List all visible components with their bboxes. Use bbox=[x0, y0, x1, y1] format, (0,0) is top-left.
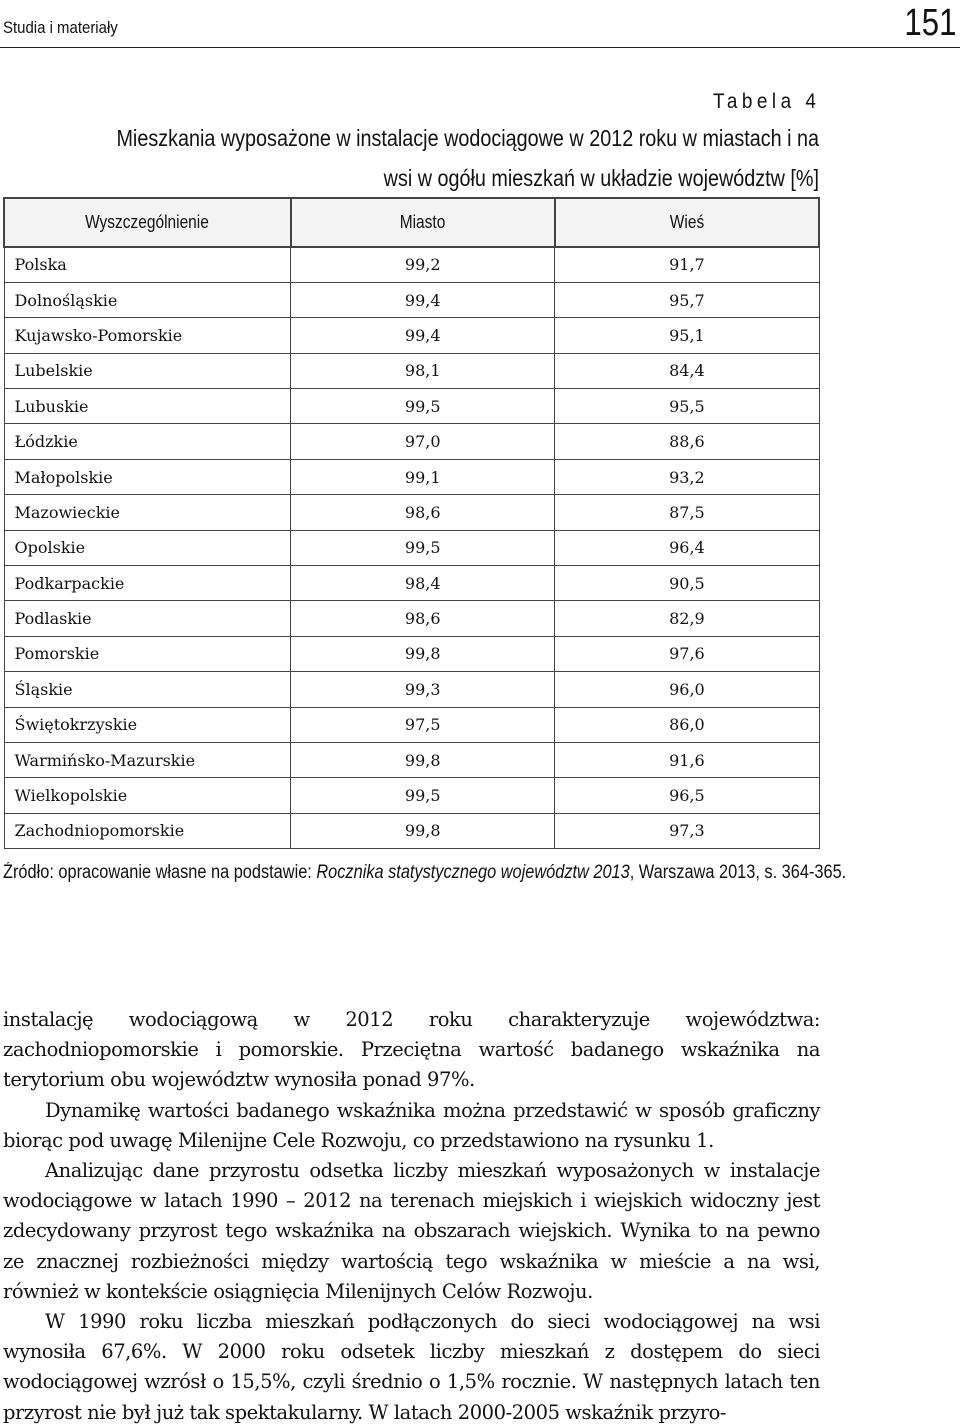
table-row bbox=[4, 601, 819, 636]
cell-city-value: 97,0 bbox=[291, 424, 555, 459]
cell-region: Śląskie bbox=[4, 672, 291, 707]
cell-city-value: 99,8 bbox=[291, 813, 555, 848]
table-source-note: Źródło: opracowanie własne na podstawie: Rocznika statystycznego województw 2013, Warszawa 2013, s. 364-365. bbox=[3, 862, 847, 883]
table-label: Tabela 4 bbox=[712, 90, 820, 113]
table-row bbox=[4, 282, 819, 317]
cell-city-value: 97,5 bbox=[291, 707, 555, 742]
cell-city-value: 99,3 bbox=[291, 672, 555, 707]
cell-rural-value: 91,7 bbox=[555, 247, 819, 282]
data-table bbox=[3, 197, 820, 849]
table-row bbox=[4, 389, 819, 424]
cell-rural-value: 97,3 bbox=[555, 813, 819, 848]
cell-region: Podlaskie bbox=[4, 601, 291, 636]
cell-region: Podkarpackie bbox=[4, 566, 291, 601]
cell-city-value: 98,6 bbox=[291, 601, 555, 636]
cell-rural-value: 87,5 bbox=[555, 495, 819, 530]
cell-rural-value: 95,1 bbox=[555, 318, 819, 353]
source-title: Rocznika statystycznego województw 2013 bbox=[316, 862, 630, 883]
cell-region: Świętokrzyskie bbox=[4, 707, 291, 742]
cell-rural-value: 90,5 bbox=[555, 566, 819, 601]
table-header-row bbox=[4, 198, 819, 247]
cell-region: Warmińsko-Mazurskie bbox=[4, 742, 291, 777]
page-number: 151 bbox=[904, 2, 956, 44]
cell-city-value: 98,1 bbox=[291, 353, 555, 388]
table-row bbox=[4, 530, 819, 565]
running-head: Studia i materiały bbox=[3, 18, 118, 37]
table-row bbox=[4, 636, 819, 671]
table-row bbox=[4, 672, 819, 707]
cell-region: Pomorskie bbox=[4, 636, 291, 671]
table-row bbox=[4, 566, 819, 601]
header-rule bbox=[0, 47, 960, 48]
cell-city-value: 99,5 bbox=[291, 389, 555, 424]
paragraph: Dynamikę wartości badanego wskaźnika można przedstawić w sposób graficzny biorąc pod uwagę Milenijne Cele Rozwoju, co przedstawiono na rysunku 1. bbox=[3, 1098, 820, 1152]
cell-city-value: 99,5 bbox=[291, 778, 555, 813]
table-row bbox=[4, 353, 819, 388]
cell-city-value: 99,1 bbox=[291, 459, 555, 494]
cell-rural-value: 96,5 bbox=[555, 778, 819, 813]
table-row bbox=[4, 318, 819, 353]
table-row bbox=[4, 813, 819, 848]
body-text bbox=[3, 1005, 820, 1426]
cell-rural-value: 88,6 bbox=[555, 424, 819, 459]
cell-city-value: 99,5 bbox=[291, 530, 555, 565]
cell-city-value: 99,8 bbox=[291, 636, 555, 671]
cell-region: Małopolskie bbox=[4, 459, 291, 494]
cell-region: Dolnośląskie bbox=[4, 282, 291, 317]
paragraph: Analizując dane przyrostu odsetka liczby mieszkań wyposażonych w instalacje wodociągowe w latach 1990 – 2012 na terenach miejskich i wiejskich widoczny jest zdecydowany przyrost tego wskaźnika na obszarach wiejskich. Wynika to na pewno ze znacznej rozbieżności między wartością tego wskaźnika w mieście a na wsi, również w kontekście osiągnięcia Milenijnych Celów Rozwoju. bbox=[3, 1159, 820, 1303]
cell-rural-value: 95,5 bbox=[555, 389, 819, 424]
table-row bbox=[4, 459, 819, 494]
cell-city-value: 99,4 bbox=[291, 318, 555, 353]
table-row bbox=[4, 742, 819, 777]
column-header-rural: Wieś bbox=[555, 198, 819, 247]
cell-city-value: 99,4 bbox=[291, 282, 555, 317]
table-row bbox=[4, 424, 819, 459]
cell-rural-value: 96,4 bbox=[555, 530, 819, 565]
table-body bbox=[4, 247, 819, 849]
cell-city-value: 99,2 bbox=[291, 247, 555, 282]
cell-region: Mazowieckie bbox=[4, 495, 291, 530]
paragraph: instalację wodociągową w 2012 roku charakteryzuje województwa: zachodniopomorskie i pomorskie. Przeciętna wartość badanego wskaźnika na terytorium obu województw wynosiła ponad 97%. bbox=[3, 1008, 820, 1092]
cell-rural-value: 97,6 bbox=[555, 636, 819, 671]
table-row bbox=[4, 778, 819, 813]
cell-rural-value: 95,7 bbox=[555, 282, 819, 317]
cell-rural-value: 86,0 bbox=[555, 707, 819, 742]
table-row bbox=[4, 247, 819, 282]
cell-rural-value: 91,6 bbox=[555, 742, 819, 777]
cell-region: Lubelskie bbox=[4, 353, 291, 388]
cell-region: Kujawsko-Pomorskie bbox=[4, 318, 291, 353]
table-row bbox=[4, 495, 819, 530]
cell-region: Opolskie bbox=[4, 530, 291, 565]
cell-rural-value: 84,4 bbox=[555, 353, 819, 388]
column-header-specification: Wyszczególnienie bbox=[4, 198, 291, 247]
cell-city-value: 98,6 bbox=[291, 495, 555, 530]
cell-region: Wielkopolskie bbox=[4, 778, 291, 813]
table-row bbox=[4, 707, 819, 742]
cell-rural-value: 82,9 bbox=[555, 601, 819, 636]
table-caption: Mieszkania wyposażone w instalacje wodociągowe w 2012 roku w miastach i na wsi w ogółu mieszkań w układzie województw [%] bbox=[116, 125, 820, 191]
cell-rural-value: 96,0 bbox=[555, 672, 819, 707]
cell-region: Zachodniopomorskie bbox=[4, 813, 291, 848]
cell-city-value: 99,8 bbox=[291, 742, 555, 777]
cell-rural-value: 93,2 bbox=[555, 459, 819, 494]
cell-region: Łódzkie bbox=[4, 424, 291, 459]
cell-city-value: 98,4 bbox=[291, 566, 555, 601]
cell-region: Polska bbox=[4, 247, 291, 282]
paragraph: W 1990 roku liczba mieszkań podłączonych do sieci wodociągowej na wsi wynosiła 67,6%. W 2000 roku odsetek liczby mieszkań z dostępem do sieci wodociągowej wzrósł o 15,5%, czyli średnio o 1,5% rocznie. W następnych latach ten przyrost nie był już tak spektakularny. W latach 2000-2005 wskaźnik przyro- bbox=[3, 1310, 820, 1424]
column-header-city: Miasto bbox=[291, 198, 555, 247]
cell-region: Lubuskie bbox=[4, 389, 291, 424]
